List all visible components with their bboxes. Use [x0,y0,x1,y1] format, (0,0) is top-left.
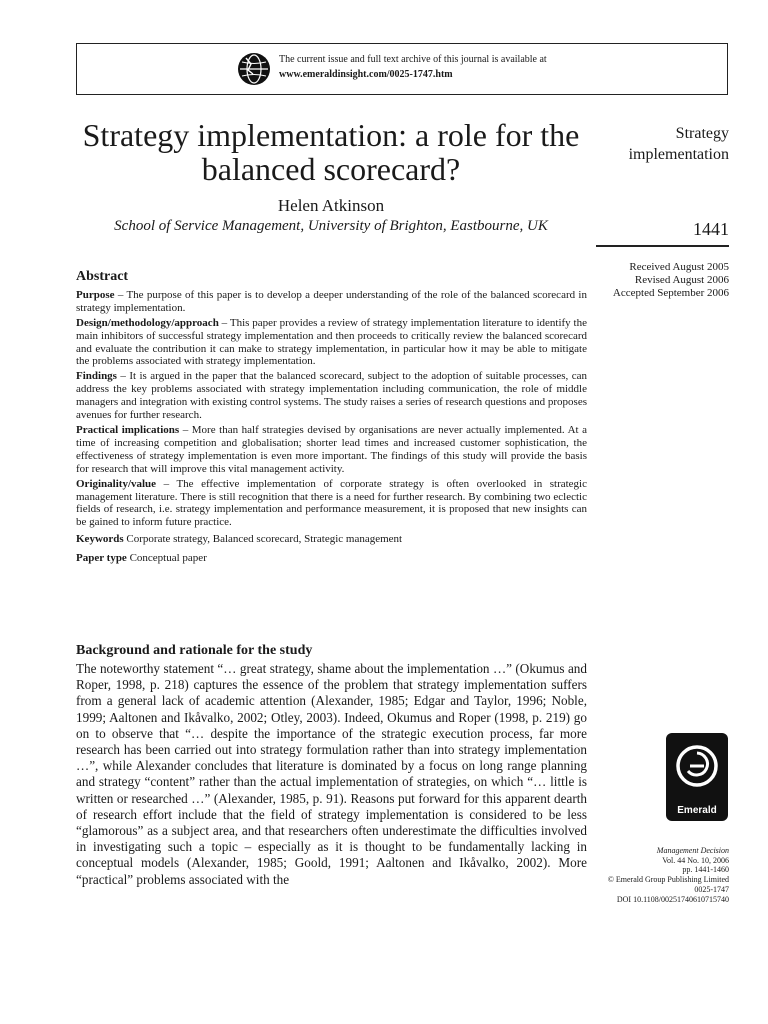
abstract-originality [76,478,587,530]
abstract-practical [76,424,587,476]
abstract-label: Purpose [76,288,115,301]
abstract-design [76,317,587,369]
body-paragraph: The noteworthy statement “… great strategy, shame about the implementation …” (Okumus and Roper, 1998, p. 218) captures the essence of the problem that strategy implementation suffers from a general lack of academic attention (Alexander, 1985; Edgar and Taylor, 1996; Noble, 1999; Aaltonen and Ikåvalko, 2002; Otley, 2003). Indeed, Okumus and Roper (1998, p. 219) go on to observe that “… despite the importance of the strategic execution process, far more research has been carried out into strategy formulation rather than into strategy implementation …”, while Alexander concludes that literature is dominated by a focus on long range planning and strategy “content” rather than the actual implementation of strategies, on which “… little is written or researched …” (Alexander, 1985, p. 91). Reasons put forward for this apparent dearth of research effort include that the field of strategy implementation is considered to be less “glamorous” as a subject area, and that researchers often underestimate the difficulties involved in investigating such a topic – especially as it is thought to be fundamentally lacking in conceptual models (Alexander, 1985; Goold, 1991; Aaltonen and Ikåvalko, 2002). More “practical” problems associated with the [76,661,587,887]
abstract-label: Design/methodology/approach [76,316,219,329]
revised-date: Revised August 2006 [634,274,729,286]
received-date: Received August 2005 [629,261,729,273]
journal-availability-box [76,43,728,95]
abstract-text: – More than half strategies devised by organisations are never actually implemented. At a time of increasing competition and globalisation; shorter lead times and increased customer sophistication, the effectiveness of strategy implementation is even more important. The findings of this study will provide the basis for research that will improve this vital management activity. [76,423,588,475]
paper-title: Strategy implementation: a role for the balanced scorecard? [82,117,580,187]
emerald-logo-icon [666,733,728,821]
abstract-text: – It is argued in the paper that the balanced scorecard, subject to the adoption of suitable processes, can address the key problems associated with strategy implementation including communication, the role of middle managers and integration with existing control systems. The study raises a series of research questions and proposes avenues for further research. [76,370,587,422]
journal-name: Management Decision [656,846,729,855]
abstract-text: – The effective implementation of corporate strategy is often overlooked in strategic management literature. There is still recognition that there is a need for further research. By combining two eclectic fields of research, i.e. strategy implementation and performance measurement, it is proposed that new insights can be gained to inform future practice. [76,477,587,529]
running-head-line1: Strategy [675,125,729,142]
imprint-issn: 0025-1747 [694,884,729,894]
abstract-findings [76,370,587,422]
imprint-copyright: © Emerald Group Publishing Limited [607,875,729,885]
emerald-wordmark: Emerald [677,805,717,816]
abstract-heading: Abstract [76,269,129,284]
section-heading: Background and rationale for the study [76,643,313,658]
running-head [629,123,729,165]
running-head-line2: implementation [628,146,729,163]
abstract-purpose [76,289,587,315]
imprint-doi: DOI 10.1108/00251740610715740 [616,894,729,904]
submission-dates [613,261,729,300]
paper-type-label: Paper type [76,552,127,565]
abstract-label: Originality/value [76,477,157,490]
globe-icon [237,52,271,86]
accepted-date: Accepted September 2006 [612,287,729,299]
keywords [76,533,587,546]
abstract-text: – The purpose of this paper is to develop a deeper understanding of the role of the balanced scorecard in strategy implementation. [76,288,587,314]
journal-imprint [608,846,729,904]
imprint-pages: pp. 1441-1460 [682,865,729,875]
author-name: Helen Atkinson [277,196,385,215]
margin-rule [596,245,729,247]
abstract-label: Practical implications [76,423,180,436]
emerald-swirl-icon [666,733,728,803]
paper-type-text: Conceptual paper [126,552,207,565]
abstract-label: Findings [76,370,117,383]
imprint-volume: Vol. 44 No. 10, 2006 [662,855,729,865]
keywords-text: Corporate strategy, Balanced scorecard, Strategic management [123,533,403,546]
paper-type [76,552,587,565]
keywords-label: Keywords [76,533,124,546]
author-affiliation: School of Service Management, University of Brighton, Eastbourne, UK [114,218,548,234]
journal-url-link[interactable]: www.emeraldinsight.com/0025-1747.htm [279,69,453,80]
page-number: 1441 [693,219,729,239]
abstract [76,271,587,567]
availability-text: The current issue and full text archive of this journal is available at [279,54,547,65]
abstract-text: – This paper provides a review of strategy implementation literature to identify the main inhibitors of successful strategy implementation and then proceeds to critically review the balanced scorecard and evaluate the contribution it can make to strategy implementation, in particular how it may be able to mitigate the problems associated with strategy implementation. [76,316,587,368]
